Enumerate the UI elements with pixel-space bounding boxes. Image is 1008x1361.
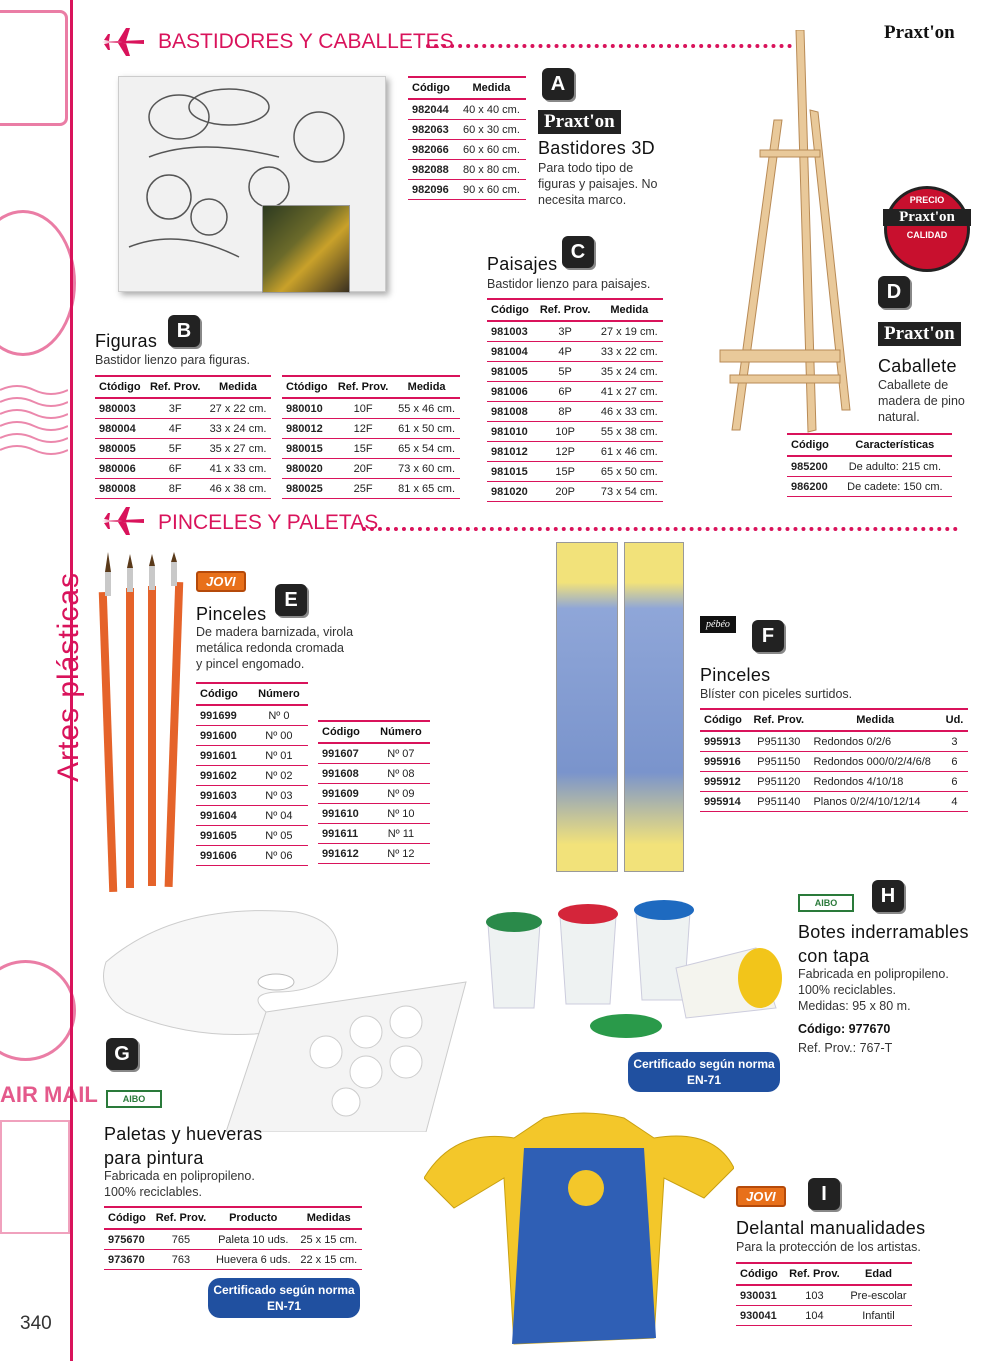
product-title: Botes inderramables con tapa <box>798 922 969 966</box>
product-code: Código: 977670 <box>798 1022 891 1036</box>
table-figuras-1: Ctódigo Ref. Prov. Medida 980003 3F 27 x 22 cm. 980004 4F 33 x 24 cm. 980005 5F 35 x 27 cm. 980006 6F 41 x 33 cm. 980008 8F 46 x 38 cm. <box>95 375 271 499</box>
table-row: 991611 Nº 11 <box>318 824 430 844</box>
table-row: 982088 80 x 80 cm. <box>408 160 526 180</box>
product-letter-f: F <box>752 620 784 652</box>
table-row: 991606 Nº 06 <box>196 846 308 866</box>
paint-pots-image <box>476 888 796 1048</box>
table-row: 980003 3F 27 x 22 cm. <box>95 398 271 419</box>
product-letter-a: A <box>542 68 574 100</box>
table-pinceles-jovi-1: Código Número 991699 Nº 0 991600 Nº 00 991601 Nº 01 991602 Nº 02 991603 Nº 03 991604 Nº 04 991605 Nº 05 991606 Nº 06 <box>196 682 308 866</box>
table-row: 980004 4F 33 x 24 cm. <box>95 419 271 439</box>
table-row: 991612 Nº 12 <box>318 844 430 864</box>
product-desc: Caballete de madera de pino natural. <box>878 378 965 424</box>
table-row: 982096 90 x 60 cm. <box>408 180 526 200</box>
brushes-image <box>96 552 186 894</box>
section-title-pinceles: PINCELES Y PALETAS <box>158 511 379 534</box>
product-letter-b: B <box>168 315 200 347</box>
airmail-stamp: AIR MAIL <box>0 1082 98 1107</box>
airplane-icon <box>100 26 146 58</box>
jovi-logo: JOVI <box>196 571 246 592</box>
table-row: 991607 Nº 07 <box>318 743 430 764</box>
table-row: 981008 8P 46 x 33 cm. <box>487 402 663 422</box>
table-row: 995916 P951150 Redondos 000/0/2/4/6/8 6 <box>700 752 968 772</box>
table-row: 981012 12P 61 x 46 cm. <box>487 442 663 462</box>
table-row: 985200 De adulto: 215 cm. <box>787 456 952 477</box>
table-row: 980006 6F 41 x 33 cm. <box>95 459 271 479</box>
table-row: 995914 P951140 Planos 0/2/4/10/12/14 4 <box>700 792 968 812</box>
table-row: 981010 10P 55 x 38 cm. <box>487 422 663 442</box>
table-row: 991604 Nº 04 <box>196 806 308 826</box>
table-row: 991600 Nº 00 <box>196 726 308 746</box>
section-side-label: Artes plásticas <box>52 571 86 783</box>
product-letter-h: H <box>872 880 904 912</box>
product-title: Delantal manualidades <box>736 1218 926 1238</box>
easel-image <box>700 30 870 440</box>
table-row: 981020 20P 73 x 54 cm. <box>487 482 663 502</box>
airplane-icon <box>100 505 146 537</box>
postmark-waves <box>0 380 68 470</box>
product-desc: Bastidor lienzo para paisajes. <box>487 277 651 291</box>
table-row: 980020 20F 73 x 60 cm. <box>282 459 460 479</box>
product-title: Pinceles <box>196 604 267 624</box>
table-row: 991601 Nº 01 <box>196 746 308 766</box>
table-pinceles-jovi-2: Código Número 991607 Nº 07 991608 Nº 08 991609 Nº 09 991610 Nº 10 991611 Nº 11 991612 Nº 12 <box>318 720 430 864</box>
apron-image <box>424 1108 734 1348</box>
section-dots <box>362 527 958 531</box>
table-row: 995913 P951130 Redondos 0/2/6 3 <box>700 731 968 752</box>
table-row: 986200 De cadete: 150 cm. <box>787 477 952 497</box>
table-caballete: Código Características 985200 De adulto: 215 cm. 986200 De cadete: 150 cm. <box>787 433 952 497</box>
table-row: 982044 40 x 40 cm. <box>408 99 526 120</box>
product-desc: Blíster con piceles surtidos. <box>700 687 853 701</box>
brush-blister-pack-1 <box>556 542 618 872</box>
product-title: Bastidores 3D <box>538 138 655 158</box>
postmark-circle-2 <box>0 960 76 1061</box>
product-title: Paletas y hueveras para pintura <box>104 1124 263 1168</box>
product-desc: De madera barnizada, virola metálica redonda cromada y pincel engomado. <box>196 625 354 671</box>
table-row: 930041 104 Infantil <box>736 1306 912 1326</box>
product-desc: Para la protección de los artistas. <box>736 1240 921 1254</box>
table-row: 991610 Nº 10 <box>318 804 430 824</box>
table-row: 980025 25F 81 x 65 cm. <box>282 479 460 499</box>
table-row: 980012 12F 61 x 50 cm. <box>282 419 460 439</box>
table-row: 980005 5F 35 x 27 cm. <box>95 439 271 459</box>
table-paletas: Código Ref. Prov. Producto Medidas 975670 765 Paleta 10 uds. 25 x 15 cm. 973670 763 Huevera 6 uds. 22 x 15 cm. <box>104 1206 362 1270</box>
product-desc: Bastidor lienzo para figuras. <box>95 353 250 367</box>
stamp-block <box>0 1120 70 1234</box>
table-row: 981005 5P 35 x 24 cm. <box>487 362 663 382</box>
product-letter-d: D <box>878 276 910 308</box>
table-row: 991605 Nº 05 <box>196 826 308 846</box>
table-row: 981004 4P 33 x 22 cm. <box>487 342 663 362</box>
table-figuras-2: Ctódigo Ref. Prov. Medida 980010 10F 55 x 46 cm. 980012 12F 61 x 50 cm. 980015 15F 65 x 54 cm. 980020 20F 73 x 60 cm. 980025 25F 81 x 65 cm. <box>282 375 460 499</box>
table-row: 982066 60 x 60 cm. <box>408 140 526 160</box>
table-bastidores-3d: Código Medida 982044 40 x 40 cm. 982063 60 x 30 cm. 982066 60 x 60 cm. 982088 80 x 80 cm. 982096 90 x 60 cm. <box>408 76 526 200</box>
pebeo-logo: pébéo <box>700 616 736 633</box>
table-row: 991602 Nº 02 <box>196 766 308 786</box>
postmark-circle <box>0 210 76 356</box>
brush-blister-pack-2 <box>624 542 684 872</box>
table-row: 981006 6P 41 x 27 cm. <box>487 382 663 402</box>
table-row: 991699 Nº 0 <box>196 705 308 726</box>
product-letter-g: G <box>106 1038 138 1070</box>
jovi-logo: JOVI <box>736 1186 786 1207</box>
table-pinceles-pebeo: Código Ref. Prov. Medida Ud. 995913 P951130 Redondos 0/2/6 3 995916 P951150 Redondos 000/0/2/4/6/8 6 995912 P951120 Redondos 4/10/18 6 995914 P951140 Planos 0/2/4/10/12/14 4 <box>700 708 968 812</box>
aibo-logo: AIBO <box>798 894 854 912</box>
postmark-stamp <box>0 10 68 126</box>
table-row: 980015 15F 65 x 54 cm. <box>282 439 460 459</box>
en71-certificate-badge: Certificado según norma EN-71 <box>628 1052 780 1092</box>
praxton-logo: Praxt'on <box>878 322 961 346</box>
praxton-header-logo: Praxt'on <box>884 22 955 43</box>
aibo-logo: AIBO <box>106 1090 162 1108</box>
table-delantal: Código Ref. Prov. Edad 930031 103 Pre-escolar 930041 104 Infantil <box>736 1262 912 1326</box>
precio-calidad-seal: PRECIO Praxt'on CALIDAD <box>884 186 970 272</box>
product-desc: Fabricada en polipropileno. 100% reciclables. <box>104 1169 255 1199</box>
product-letter-i: I <box>808 1178 840 1210</box>
table-row: 981003 3P 27 x 19 cm. <box>487 321 663 342</box>
product-desc: Fabricada en polipropileno. 100% reciclables. Medidas: 95 x 80 m. <box>798 967 949 1013</box>
table-row: 991603 Nº 03 <box>196 786 308 806</box>
table-row: 995912 P951120 Redondos 4/10/18 6 <box>700 772 968 792</box>
table-row: 982063 60 x 30 cm. <box>408 120 526 140</box>
table-row: 973670 763 Huevera 6 uds. 22 x 15 cm. <box>104 1250 362 1270</box>
table-row: 930031 103 Pre-escolar <box>736 1285 912 1306</box>
product-letter-e: E <box>275 584 307 616</box>
product-ref: Ref. Prov.: 767-T <box>798 1041 893 1055</box>
product-title: Caballete <box>878 356 957 376</box>
painted-still-life-image <box>262 205 350 293</box>
praxton-logo: Praxt'on <box>538 110 621 134</box>
product-title: Figuras <box>95 331 158 351</box>
table-row: 991608 Nº 08 <box>318 764 430 784</box>
product-desc: Para todo tipo de figuras y paisajes. No necesita marco. <box>538 161 658 207</box>
en71-certificate-badge: Certificado según norma EN-71 <box>208 1278 360 1318</box>
product-title: Pinceles <box>700 665 771 685</box>
page-number: 340 <box>20 1313 52 1334</box>
table-row: 991609 Nº 09 <box>318 784 430 804</box>
table-row: 980010 10F 55 x 46 cm. <box>282 398 460 419</box>
product-letter-c: C <box>562 236 594 268</box>
table-row: 980008 8F 46 x 38 cm. <box>95 479 271 499</box>
table-row: 981015 15P 65 x 50 cm. <box>487 462 663 482</box>
product-title: Paisajes <box>487 254 558 274</box>
section-title-bastidores: BASTIDORES Y CABALLETES <box>158 30 454 53</box>
table-paisajes: Código Ref. Prov. Medida 981003 3P 27 x 19 cm. 981004 4P 33 x 22 cm. 981005 5P 35 x 24 cm. 981006 6P 41 x 27 cm. 981008 8P 46 x 33 cm. 981010 10P 55 x 38 cm. 981012 12P 61 x 46 cm. 981015 15P 65 x 50 cm. 981020 20P 73 x 54 cm. <box>487 298 663 502</box>
table-row: 975670 765 Paleta 10 uds. 25 x 15 cm. <box>104 1229 362 1250</box>
